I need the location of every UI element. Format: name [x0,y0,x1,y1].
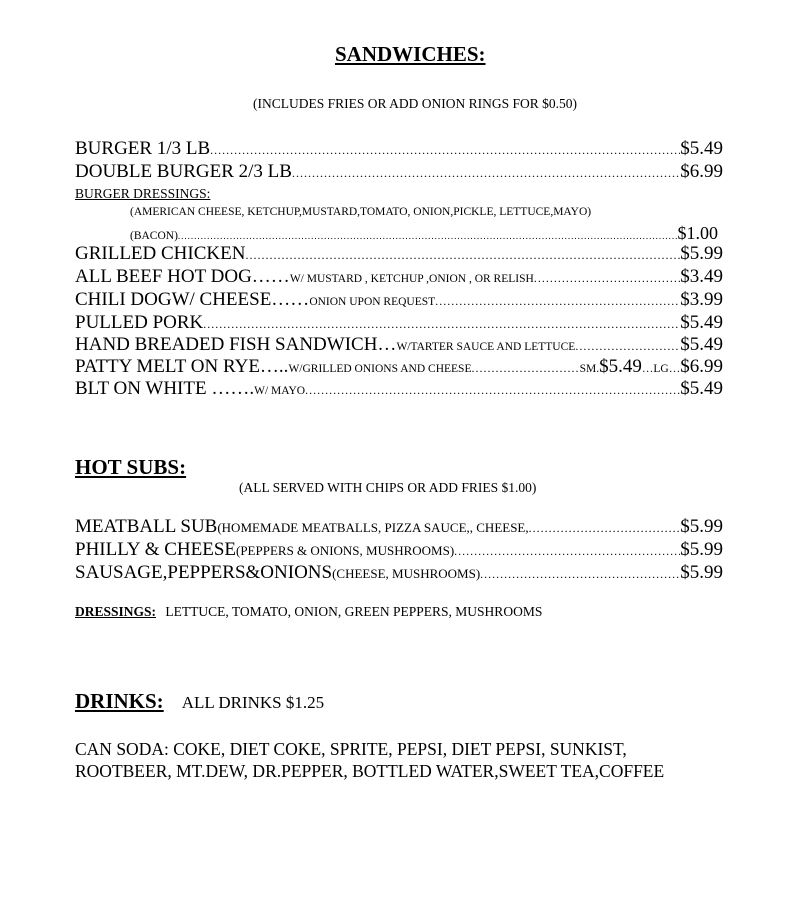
sm-label: SM. [579,363,600,375]
bacon-label: (BACON) [130,230,178,242]
item-price: $5.49 [680,378,723,399]
menu-item-pulled-pork [75,312,723,335]
item-price: $5.49 [680,334,723,355]
item-name: BURGER 1/3 LB [75,138,211,159]
item-note: W/TARTER SAUCE AND LETTUCE [396,341,576,353]
dot-leader [471,357,579,379]
item-name: GRILLED CHICKEN [75,243,246,264]
item-name: ALL BEEF HOT DOG…… [75,266,290,287]
dot-leader [210,139,680,161]
item-price: $5.99 [680,562,723,583]
menu-item-fish-sandwich [75,334,723,358]
sub-dressings [75,604,542,620]
dot-leader [292,162,680,184]
drinks-title: DRINKS: [75,689,164,713]
item-name: SAUSAGE,PEPPERS&ONIONS [75,562,333,583]
drinks-line-1: CAN SODA: COKE, DIET COKE, SPRITE, PEPSI, DIET PEPSI, SUNKIST, [75,739,627,759]
sm-price: $5.49 [599,356,642,377]
size-prices [580,356,723,380]
sub-dressings-list: LETTUCE, TOMATO, ONION, GREEN PEPPERS, MUSHROOMS [165,604,543,619]
lg-price: $6.99 [680,356,723,377]
item-note: W/ MAYO [254,385,306,397]
item-name: PHILLY & CHEESE [75,539,236,560]
item-name: HAND BREADED FISH SANDWICH… [75,334,397,355]
item-name: MEATBALL SUB [75,516,218,537]
item-price: $3.99 [680,289,723,310]
bacon-price: $1.00 [677,223,718,243]
menu-item-sausage-peppers [75,562,723,585]
sandwiches-subtitle: (INCLUDES FRIES OR ADD ONION RINGS FOR $0.50) [253,96,578,111]
dot-leader [480,563,680,585]
dot-leader [305,379,680,401]
item-note: (PEPPERS & ONIONS, MUSHROOMS) [236,543,455,558]
sub-dressings-label: DRESSINGS: [75,604,157,619]
item-price: $5.49 [680,138,723,159]
item-price: $6.99 [680,161,723,182]
item-name: PATTY MELT ON RYE….. [75,356,289,377]
burger-dressings-title: BURGER DRESSINGS: [75,186,211,201]
item-note: (CHEESE, MUSHROOMS) [332,566,481,581]
item-price: $5.99 [680,539,723,560]
item-note: W/ MUSTARD , KETCHUP ,ONION , OR RELISH [289,273,534,285]
menu-item-grilled-chicken [75,243,723,266]
menu-item-patty-melt [75,356,723,380]
burger-dressings-list: (AMERICAN CHEESE, KETCHUP,MUSTARD,TOMATO, ONION,PICKLE, LETTUCE,MAYO) [130,206,592,218]
dot-leader [534,267,680,289]
menu-item-meatball-sub [75,516,723,539]
hot-subs-title: HOT SUBS: [75,455,187,479]
item-name: DOUBLE BURGER 2/3 LB [75,161,292,182]
dot-leader [454,540,680,562]
menu-item-blt [75,378,723,402]
item-price: $5.99 [680,243,723,264]
dot-leader [245,244,680,266]
item-name: BLT ON WHITE ……. [75,378,255,399]
dot-leader [529,517,681,539]
sandwiches-title: SANDWICHES: [335,42,486,66]
menu-item-burger [75,138,723,161]
item-name: PULLED PORK [75,312,204,333]
item-note: (HOMEMADE MEATBALLS, PIZZA SAUCE,, CHEESE, [217,520,529,535]
dot-leader [435,290,680,312]
lg-label: …LG… [641,363,681,375]
item-note: W/GRILLED ONIONS AND CHEESE [288,363,472,375]
item-name: CHILI DOGW/ CHEESE…… [75,289,310,310]
item-price: $3.49 [680,266,723,287]
drinks-line-2: ROOTBEER, MT.DEW, DR.PEPPER, BOTTLED WATER,SWEET TEA,COFFEE [75,761,665,781]
menu-item-philly-cheese [75,539,723,562]
drinks-header [75,689,324,714]
item-price: $5.99 [680,516,723,537]
menu-item-double-burger [75,161,723,184]
item-price: $5.49 [680,312,723,333]
menu-item-chili-dog [75,289,723,313]
drinks-price-note: ALL DRINKS $1.25 [181,693,325,712]
item-note: ONION UPON REQUEST [309,296,436,308]
hot-subs-subtitle: (ALL SERVED WITH CHIPS OR ADD FRIES $1.00) [239,480,537,495]
dot-leader [575,335,680,357]
dot-leader [203,313,680,335]
menu-item-hot-dog [75,266,723,290]
